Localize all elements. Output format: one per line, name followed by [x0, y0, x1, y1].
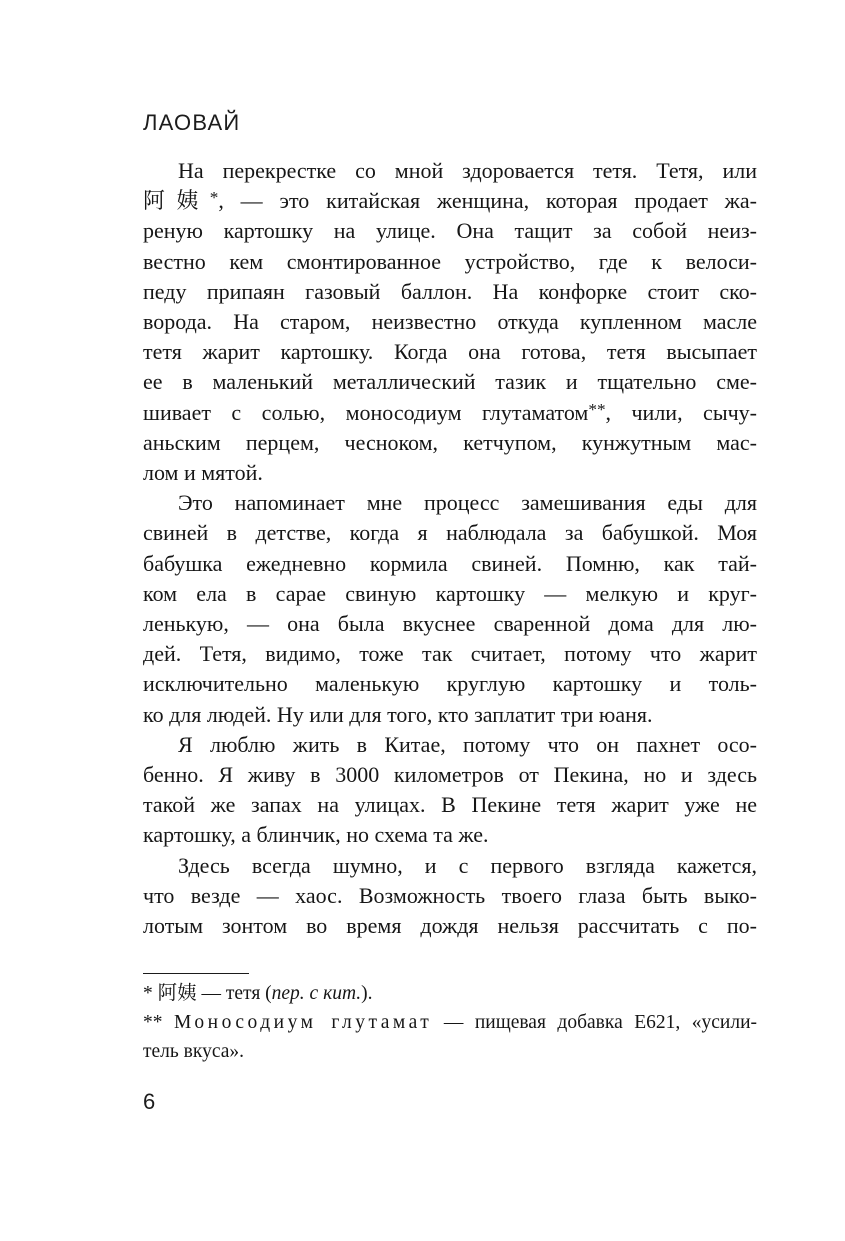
body-line: такой же запах на улицах. В Пекине тетя жарит уже не — [143, 792, 757, 818]
body-line: Я люблю жить в Китае, потому что он пахнет осо- — [178, 731, 757, 757]
footnote — [143, 1008, 757, 1066]
body-line: Здесь всегда шумно, и с первого взгляда кажется, — [178, 852, 757, 878]
body-line: Это напоминает мне процесс замешивания еды для — [178, 490, 757, 516]
body-line: что везде — хаос. Возможность твоего глаза быть выко- — [143, 882, 757, 908]
body-line: дей. Тетя, видимо, тоже так считает, потому что жарит — [143, 641, 757, 667]
body-line: лом и мятой. — [143, 460, 263, 486]
footnote-segment-spaced: Моносодиум глутамат — [174, 1012, 433, 1033]
body-line: тетя жарит картошку. Когда она готова, тетя высыпает — [143, 339, 757, 365]
footnote-separator — [143, 973, 249, 974]
footnote-line — [143, 979, 757, 1008]
body-line: ко для людей. Ну или для того, кто заплатит три юаня. — [143, 701, 653, 727]
paragraph — [143, 730, 757, 851]
body-line: вестно кем смонтированное устройство, где к велоси- — [143, 248, 757, 274]
footnote-line — [143, 1008, 757, 1037]
body-text — [143, 156, 757, 941]
footnote-segment: — пищевая добавка Е621, «усили- — [432, 1012, 758, 1033]
footnote-segment: тель вкуса». — [143, 1041, 245, 1062]
body-line: аньским перцем, чесноком, кетчупом, кунжутным мас- — [143, 429, 757, 455]
footnote-segment: ** — [143, 1012, 175, 1033]
footnote-segment: * 阿姨 — тетя ( — [143, 983, 272, 1004]
body-line: педу припаян газовый баллон. На конфорке стоит ско- — [143, 278, 757, 304]
body-line: реную картошку на улице. Она тащит за собой неиз- — [143, 218, 757, 244]
running-header: ЛАОВАЙ — [143, 110, 241, 135]
footnote — [143, 979, 757, 1008]
footnote-line — [143, 1037, 757, 1066]
body-line: бабушка ежедневно кормила свиней. Помню, как тай- — [143, 550, 757, 576]
paragraph — [143, 488, 757, 730]
body-line: ее в маленький металлический тазик и тщательно сме- — [143, 369, 757, 395]
paragraph — [143, 156, 757, 488]
body-line: ком ела в сарае свиную картошку — мелкую и круг- — [143, 580, 757, 606]
body-line: лотым зонтом во время дождя нельзя рассчитать с по- — [143, 913, 757, 939]
body-line: ворода. На старом, неизвестно откуда купленном масле — [143, 309, 757, 335]
body-line: картошку, а блинчик, но схема та же. — [143, 822, 489, 848]
body-line: На перекрестке со мной здоровается тетя. Тетя, или — [178, 158, 757, 183]
page-number: 6 — [143, 1089, 156, 1114]
footnote-segment-italic: пер. с кит. — [271, 983, 362, 1004]
body-line: шивает с солью, моносодиум глутаматом**, чили, сычу- — [143, 399, 757, 425]
body-line: 阿姨*, — это китайская женщина, которая продает жа- — [143, 188, 757, 214]
body-line: ленькую, — она была вкуснее сваренной дома для лю- — [143, 611, 757, 637]
footnote-segment: ). — [361, 983, 373, 1004]
body-line: свиней в детстве, когда я наблюдала за бабушкой. Моя — [143, 520, 757, 546]
body-line: бенно. Я живу в 3000 километров от Пекина, но и здесь — [143, 762, 757, 788]
footnotes — [143, 979, 757, 1066]
body-line: исключительно маленькую круглую картошку и толь- — [143, 671, 757, 697]
paragraph — [143, 851, 757, 942]
